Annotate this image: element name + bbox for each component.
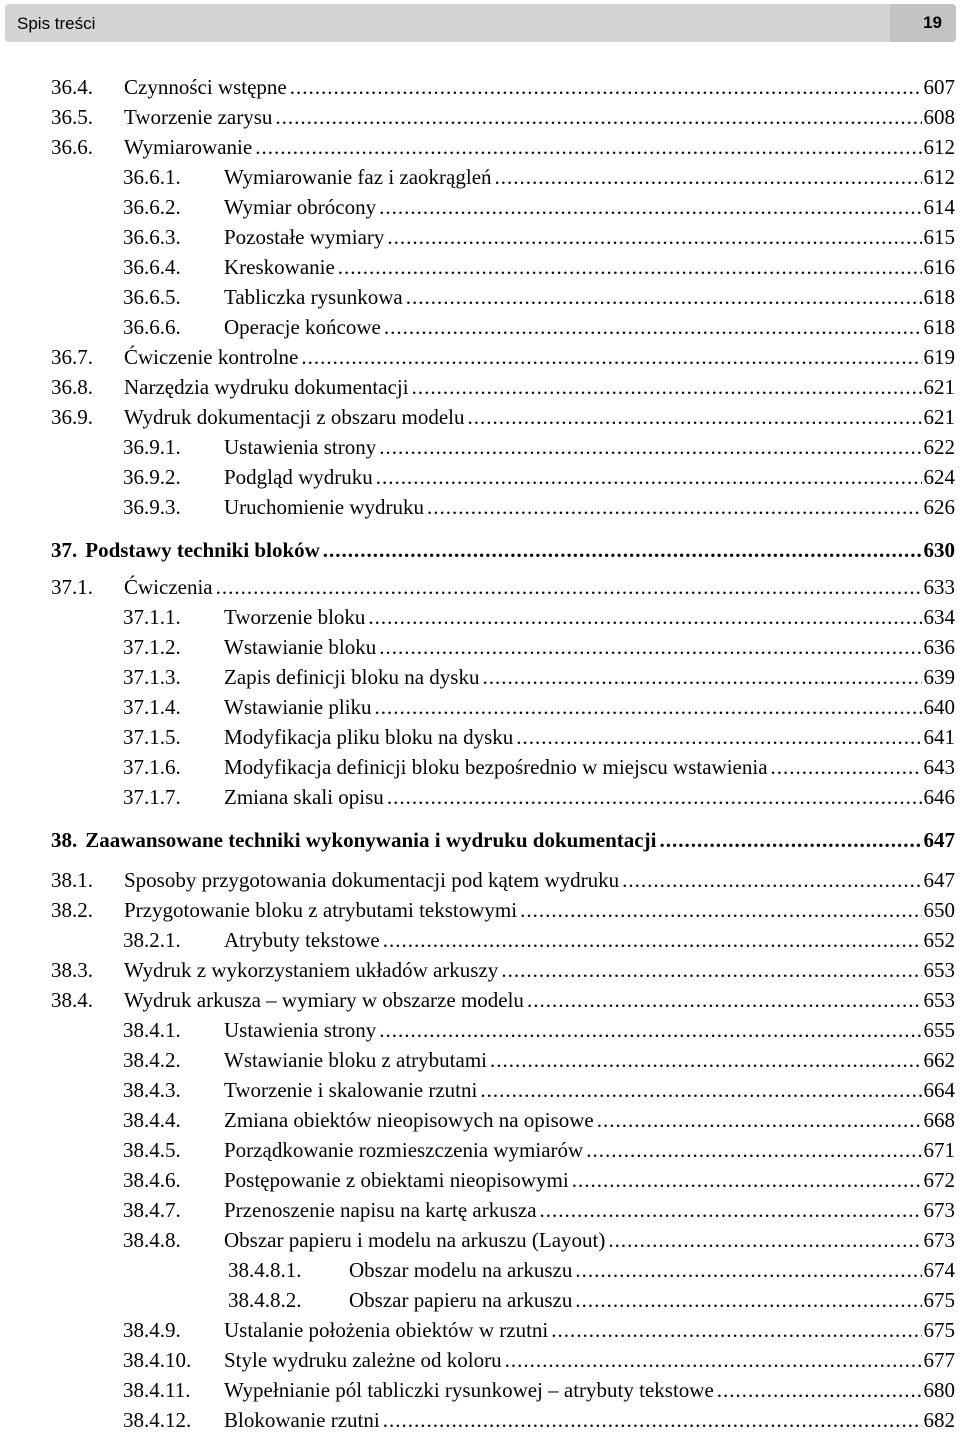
dot-leader: [379, 1018, 921, 1043]
toc-entry-page: 626: [923, 495, 955, 519]
toc-entry[interactable]: [123, 785, 955, 815]
toc-entry-number: 37.1.4.: [123, 695, 181, 719]
dot-leader: [575, 1258, 921, 1283]
toc-entry-title: Blokowanie rzutni: [224, 1408, 380, 1432]
toc-entry-page: 615: [923, 225, 955, 249]
toc-entry[interactable]: [123, 315, 955, 345]
toc-entry-number: 38.4.9.: [123, 1318, 181, 1342]
toc-entry-title: Zmiana obiektów nieopisowych na opisowe: [224, 1108, 594, 1132]
toc-entry-page: 614: [923, 195, 955, 219]
toc-entry-title: Modyfikacja definicji bloku bezpośrednio w miejscu wstawienia: [224, 755, 768, 779]
dot-leader: [527, 988, 922, 1013]
dot-leader: [412, 375, 922, 400]
toc-entry[interactable]: [51, 375, 955, 405]
toc-entry-page: 677: [923, 1348, 955, 1372]
toc-entry-title: Zmiana skali opisu: [224, 785, 384, 809]
dot-leader: [427, 495, 921, 520]
dot-leader: [379, 635, 921, 660]
toc-entry-page: 682: [923, 1408, 955, 1432]
toc-entry-number: 37.1.7.: [123, 785, 181, 809]
toc-entry-number: 38.4.: [51, 988, 93, 1012]
toc-entry[interactable]: [51, 75, 955, 105]
dot-leader: [383, 928, 922, 953]
toc-entry-title: Wydruk z wykorzystaniem układów arkuszy: [124, 958, 499, 982]
toc-entry-number: 38.4.7.: [123, 1198, 181, 1222]
toc-entry-page: 673: [923, 1228, 955, 1252]
toc-entry[interactable]: [123, 725, 955, 755]
toc-entry-number: 36.9.: [51, 405, 93, 429]
toc-entry-number: 38.4.5.: [123, 1138, 181, 1162]
toc-entry-title: Tabliczka rysunkowa: [224, 285, 403, 309]
toc-entry-title: Przygotowanie bloku z atrybutami tekstowymi: [124, 898, 518, 922]
toc-entry-title: Operacje końcowe: [224, 315, 381, 339]
toc-entry-page: 608: [923, 105, 955, 129]
toc-entry-page: 612: [923, 135, 955, 159]
toc-entry[interactable]: [123, 1078, 955, 1108]
toc-entry[interactable]: [123, 1228, 955, 1258]
toc-entry-title: Wymiarowanie faz i zaokrągleń: [224, 165, 492, 189]
toc-entry-page: 612: [923, 165, 955, 189]
toc-entry[interactable]: [51, 345, 955, 375]
toc-entry-page: 647: [923, 828, 955, 852]
toc-entry[interactable]: [51, 958, 955, 988]
toc-entry-page: 674: [923, 1258, 955, 1282]
toc-entry-title: Kreskowanie: [224, 255, 335, 279]
toc-entry-number: 36.7.: [51, 345, 93, 369]
toc-entry[interactable]: [123, 1408, 955, 1438]
toc-entry-title: Obszar papieru na arkuszu: [349, 1288, 573, 1312]
toc-entry-number: 36.6.3.: [123, 225, 181, 249]
toc-entry-title: Wypełnianie pól tabliczki rysunkowej – atrybuty tekstowe: [224, 1378, 714, 1402]
section-title: Spis treści: [17, 14, 96, 33]
toc-entry-number: 38.1.: [51, 868, 93, 892]
toc-entry-title: Pozostałe wymiary: [224, 225, 385, 249]
dot-leader: [586, 1138, 921, 1163]
toc-entry-number: 38.4.2.: [123, 1048, 181, 1072]
dot-leader: [505, 1348, 922, 1373]
toc-entry-number: 38.4.3.: [123, 1078, 181, 1102]
toc-entry-number: 36.5.: [51, 105, 93, 129]
toc-entry[interactable]: [123, 495, 955, 525]
dot-leader: [368, 605, 921, 630]
toc-entry-number: 37.1.1.: [123, 605, 181, 629]
toc-entry-page: 653: [923, 988, 955, 1012]
dot-leader: [520, 898, 921, 923]
toc-entry[interactable]: [51, 405, 955, 435]
toc-entry-title: Tworzenie i skalowanie rzutni: [224, 1078, 478, 1102]
dot-leader: [608, 1228, 921, 1253]
dot-leader: [383, 1408, 922, 1433]
toc-entry-page: 641: [923, 725, 955, 749]
toc-entry[interactable]: [123, 465, 955, 495]
toc-entry-title: Uruchomienie wydruku: [224, 495, 425, 519]
toc-entry[interactable]: [123, 255, 955, 285]
toc-entry-page: 634: [923, 605, 955, 629]
dot-leader: [495, 165, 922, 190]
dot-leader: [597, 1108, 922, 1133]
toc-entry-title: Ustawienia strony: [224, 1018, 377, 1042]
toc-entry-number: 38.4.12.: [123, 1408, 192, 1432]
toc-entry-number: 37.1.5.: [123, 725, 181, 749]
toc-entry-number: 37.1.6.: [123, 755, 181, 779]
toc-entry-page: 622: [923, 435, 955, 459]
toc-entry-title: Przenoszenie napisu na kartę arkusza: [224, 1198, 537, 1222]
toc-entry-number: 36.9.1.: [123, 435, 181, 459]
dot-leader: [659, 828, 921, 853]
dot-leader: [501, 958, 921, 983]
toc-entry-page: 652: [923, 928, 955, 952]
toc-entry-number: 36.9.3.: [123, 495, 181, 519]
toc-entry-page: 621: [923, 375, 955, 399]
toc-entry-title: Obszar modelu na arkuszu: [349, 1258, 573, 1282]
toc-entry-page: 662: [923, 1048, 955, 1072]
toc-entry-title: Tworzenie zarysu: [124, 105, 273, 129]
toc-entry-number: 36.8.: [51, 375, 93, 399]
toc-entry-page: 653: [923, 958, 955, 982]
toc-entry-page: 675: [923, 1288, 955, 1312]
toc-entry[interactable]: [123, 1018, 955, 1048]
toc-entry-number: 36.6.6.: [123, 315, 181, 339]
dot-leader: [384, 315, 922, 340]
toc-entry-page: 630: [923, 538, 955, 562]
toc-entry-title: Obszar papieru i modelu na arkuszu (Layout): [224, 1228, 606, 1252]
dot-leader: [575, 1288, 921, 1313]
toc-entry-page: 624: [923, 465, 955, 489]
toc-entry-title: Wstawianie pliku: [224, 695, 372, 719]
toc-entry[interactable]: [123, 225, 955, 255]
toc-entry-page: 619: [923, 345, 955, 369]
dot-leader: [717, 1378, 922, 1403]
toc-entry[interactable]: [123, 1048, 955, 1078]
toc-entry[interactable]: [123, 285, 955, 315]
toc-entry-page: 618: [923, 315, 955, 339]
toc-entry[interactable]: [123, 695, 955, 725]
toc-entry-page: 664: [923, 1078, 955, 1102]
dot-leader: [771, 755, 922, 780]
dot-leader: [379, 195, 921, 220]
toc-entry[interactable]: [51, 575, 955, 605]
toc-entry-title: Wydruk dokumentacji z obszaru modelu: [124, 405, 465, 429]
dot-leader: [482, 665, 921, 690]
toc-entry-number: 36.6.1.: [123, 165, 181, 189]
toc-entry-title: Wymiar obrócony: [224, 195, 377, 219]
toc-entry-page: 633: [923, 575, 955, 599]
toc-entry-number: 38.4.11.: [123, 1378, 191, 1402]
toc-entry-number: 38.2.1.: [123, 928, 181, 952]
toc-entry-title: Sposoby przygotowania dokumentacji pod kątem wydruku: [124, 868, 620, 892]
dot-leader: [275, 105, 921, 130]
toc-entry-page: 621: [923, 405, 955, 429]
toc-entry-page: 680: [923, 1378, 955, 1402]
toc-entry-number: 38.4.8.2.: [228, 1288, 302, 1312]
toc-entry-number: 36.9.2.: [123, 465, 181, 489]
toc-entry-number: 38.4.4.: [123, 1108, 181, 1132]
toc-entry-number: 37.1.2.: [123, 635, 181, 659]
toc-entry-title: Wstawianie bloku: [224, 635, 377, 659]
toc-entry[interactable]: [228, 1258, 955, 1288]
toc-entry[interactable]: [123, 635, 955, 665]
toc-entry-title: Modyfikacja pliku bloku na dysku: [224, 725, 514, 749]
toc-entry[interactable]: [51, 538, 955, 568]
toc-entry-number: 38.4.1.: [123, 1018, 181, 1042]
toc-entry-number: 37.1.: [51, 575, 93, 599]
dot-leader: [376, 465, 922, 490]
dot-leader: [387, 785, 922, 810]
dot-leader: [255, 135, 921, 160]
dot-leader: [490, 1048, 921, 1073]
toc-entry-title: Postępowanie z obiektami nieopisowymi: [224, 1168, 569, 1192]
toc-entry[interactable]: [51, 988, 955, 1018]
toc-entry[interactable]: [123, 1168, 955, 1198]
toc-entry-page: 672: [923, 1168, 955, 1192]
toc-entry[interactable]: [123, 435, 955, 465]
toc-entry-number: 38.: [51, 828, 78, 852]
toc-entry[interactable]: [123, 1378, 955, 1408]
toc-entry-title: Narzędzia wydruku dokumentacji: [124, 375, 409, 399]
toc-entry-title: Wstawianie bloku z atrybutami: [224, 1048, 488, 1072]
dot-leader: [290, 75, 922, 100]
toc-entry-title: Style wydruku zależne od koloru: [224, 1348, 502, 1372]
toc-entry-title: Ćwiczenia: [124, 575, 213, 599]
dot-leader: [387, 225, 921, 250]
toc-entry-page: 640: [923, 695, 955, 719]
dot-leader: [516, 725, 921, 750]
toc-entry-page: 668: [923, 1108, 955, 1132]
dot-leader: [323, 538, 922, 563]
toc-entry-title: Ustalanie położenia obiektów w rzutni: [224, 1318, 549, 1342]
dot-leader: [216, 575, 922, 600]
toc-entry-number: 36.6.: [51, 135, 93, 159]
toc-entry-title: Tworzenie bloku: [224, 605, 366, 629]
toc-entry-number: 38.2.: [51, 898, 93, 922]
toc-entry-page: 607: [923, 75, 955, 99]
dot-leader: [379, 435, 921, 460]
toc-entry-number: 36.4.: [51, 75, 93, 99]
toc-entry[interactable]: [51, 898, 955, 928]
toc-entry[interactable]: [123, 165, 955, 195]
toc-entry-title: Wydruk arkusza – wymiary w obszarze modelu: [124, 988, 524, 1012]
toc-entry[interactable]: [123, 195, 955, 225]
toc-entry[interactable]: [123, 1318, 955, 1348]
toc-entry-page: 671: [923, 1138, 955, 1162]
toc-entry-title: Ćwiczenie kontrolne: [124, 345, 299, 369]
toc-entry-page: 675: [923, 1318, 955, 1342]
toc-entry-number: 38.4.8.1.: [228, 1258, 302, 1282]
dot-leader: [301, 345, 921, 370]
dot-leader: [480, 1078, 921, 1103]
dot-leader: [406, 285, 922, 310]
toc-entry-title: Porządkowanie rozmieszczenia wymiarów: [224, 1138, 584, 1162]
toc-entry-page: 618: [923, 285, 955, 309]
toc-entry-page: 647: [923, 868, 955, 892]
toc-entry[interactable]: [123, 928, 955, 958]
toc-entry[interactable]: [51, 828, 955, 858]
toc-entry-number: 37.1.3.: [123, 665, 181, 689]
dot-leader: [540, 1198, 922, 1223]
toc-entry-title: Czynności wstępne: [124, 75, 287, 99]
toc-entry-title: Zapis definicji bloku na dysku: [224, 665, 480, 689]
toc-entry-number: 36.6.5.: [123, 285, 181, 309]
toc-entry[interactable]: [123, 605, 955, 635]
toc-entry-number: 36.6.4.: [123, 255, 181, 279]
toc-entry-page: 646: [923, 785, 955, 809]
toc-entry[interactable]: [123, 1138, 955, 1168]
toc-entry-number: 38.3.: [51, 958, 93, 982]
toc-entry-title: Podgląd wydruku: [224, 465, 373, 489]
toc-entry-number: 37.: [51, 538, 78, 562]
dot-leader: [572, 1168, 922, 1193]
dot-leader: [338, 255, 922, 280]
dot-leader: [375, 695, 922, 720]
toc-entry[interactable]: [123, 1348, 955, 1378]
toc-entry-title: Atrybuty tekstowe: [224, 928, 380, 952]
toc-entry-page: 639: [923, 665, 955, 689]
toc-entry-number: 36.6.2.: [123, 195, 181, 219]
toc-entry-title: Zaawansowane techniki wykonywania i wydruku dokumentacji: [85, 828, 657, 852]
toc-entry-page: 643: [923, 755, 955, 779]
toc-entry[interactable]: [123, 755, 955, 785]
toc-entry[interactable]: [123, 1108, 955, 1138]
toc-entry-page: 650: [923, 898, 955, 922]
toc-entry[interactable]: [228, 1288, 955, 1318]
dot-leader: [551, 1318, 921, 1343]
toc-entry-title: Wymiarowanie: [124, 135, 253, 159]
toc-entry[interactable]: [51, 868, 955, 898]
toc-entry[interactable]: [51, 105, 955, 135]
toc-entry-title: Podstawy techniki bloków: [85, 538, 320, 562]
toc-entry-number: 38.4.6.: [123, 1168, 181, 1192]
toc-entry-page: 636: [923, 635, 955, 659]
toc-entry-number: 38.4.8.: [123, 1228, 181, 1252]
toc-entry[interactable]: [51, 135, 955, 165]
toc-entry[interactable]: [123, 1198, 955, 1228]
toc-entry-page: 616: [923, 255, 955, 279]
page-number: 19: [923, 13, 942, 32]
toc-entry-number: 38.4.10.: [123, 1348, 192, 1372]
dot-leader: [622, 868, 921, 893]
toc-entry[interactable]: [123, 665, 955, 695]
toc-entry-title: Ustawienia strony: [224, 435, 377, 459]
toc-entry-page: 673: [923, 1198, 955, 1222]
toc-entry-page: 655: [923, 1018, 955, 1042]
dot-leader: [467, 405, 921, 430]
